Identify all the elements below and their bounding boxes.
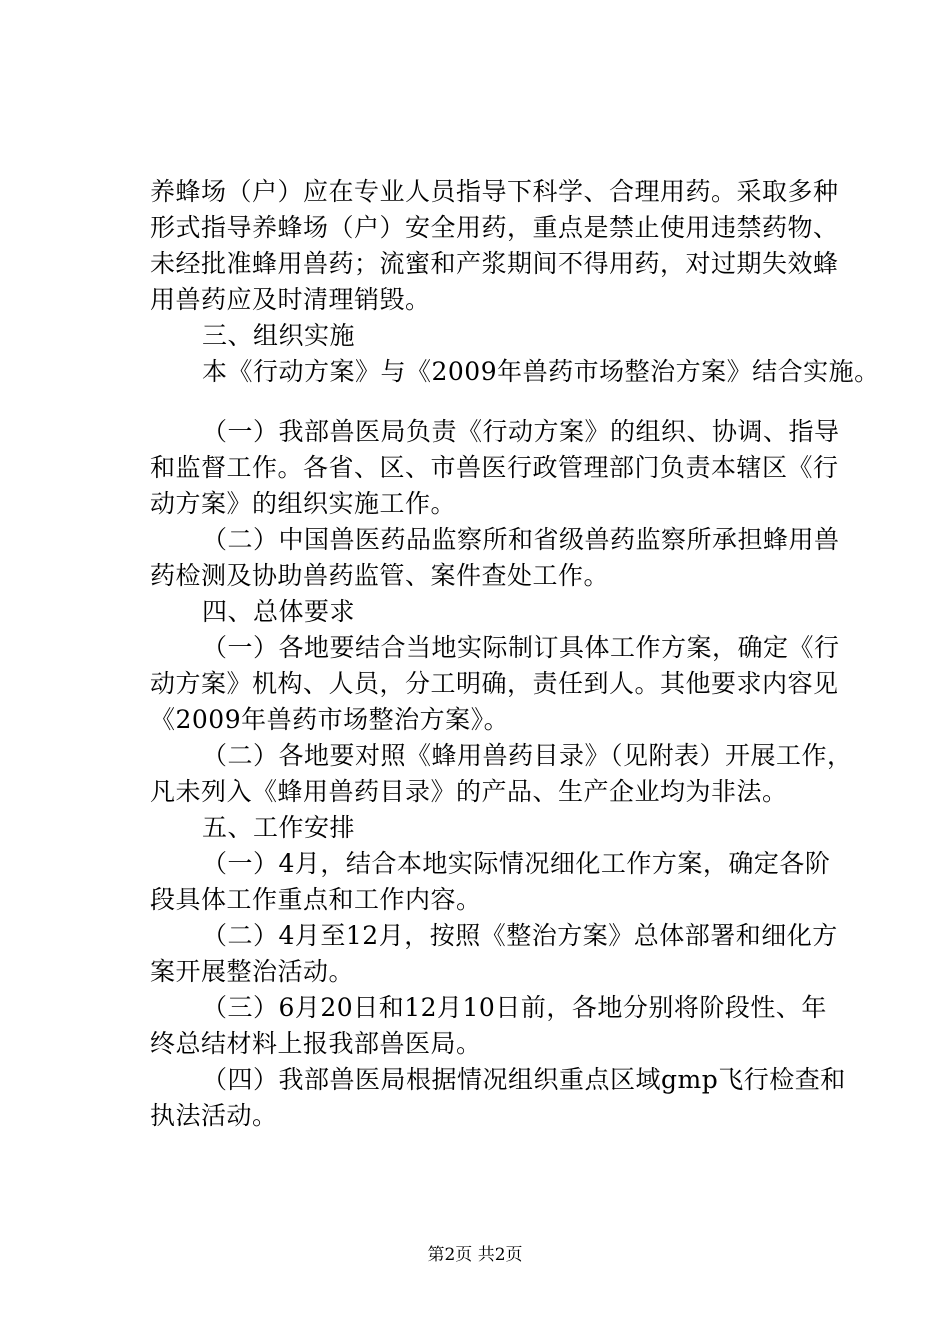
- paragraph-line: （四）我部兽医局根据情况组织重点区域gmp飞行检查和: [202, 1065, 846, 1094]
- paragraph-line: 终总结材料上报我部兽医局。: [150, 1029, 482, 1058]
- paragraph-line: 养蜂场（户）应在专业人员指导下科学、合理用药。采取多种: [150, 177, 839, 206]
- paragraph-line: （三）6月20日和12月10日前，各地分别将阶段性、年: [202, 993, 827, 1022]
- paragraph-line: 和监督工作。各省、区、市兽医行政管理部门负责本辖区《行: [150, 453, 839, 482]
- paragraph-line: 案开展整治活动。: [150, 957, 355, 986]
- paragraph-line: 凡未列入《蜂用兽药目录》的产品、生产企业均为非法。: [150, 777, 788, 806]
- paragraph-line: （一）4月，结合本地实际情况细化工作方案，确定各阶: [202, 849, 831, 878]
- paragraph-line: （二）中国兽医药品监察所和省级兽药监察所承担蜂用兽: [202, 525, 840, 554]
- paragraph-line: （二）各地要对照《蜂用兽药目录》（见附表）开展工作，: [202, 741, 853, 770]
- section-heading: 三、组织实施: [202, 321, 356, 350]
- paragraph-line: 药检测及协助兽药监管、案件查处工作。: [150, 561, 610, 590]
- paragraph-line: 《2009年兽药市场整治方案》。: [150, 705, 510, 734]
- paragraph-line: 形式指导养蜂场（户）安全用药，重点是禁止使用违禁药物、: [150, 213, 839, 242]
- paragraph-line: （一）我部兽医局负责《行动方案》的组织、协调、指导: [202, 417, 840, 446]
- section-heading: 五、工作安排: [202, 813, 356, 842]
- paragraph-line: （一）各地要结合当地实际制订具体工作方案，确定《行: [202, 633, 840, 662]
- paragraph-line: 执法活动。: [150, 1101, 278, 1130]
- section-heading: 四、总体要求: [202, 597, 356, 626]
- paragraph-line: （二）4月至12月，按照《整治方案》总体部署和细化方: [202, 921, 838, 950]
- paragraph-line: 用兽药应及时清理销毁。: [150, 285, 431, 314]
- paragraph-gap: [150, 390, 850, 414]
- document-body: [150, 174, 880, 1134]
- paragraph-line: 动方案》机构、人员，分工明确，责任到人。其他要求内容见: [150, 669, 839, 698]
- paragraph-line: 段具体工作重点和工作内容。: [150, 885, 482, 914]
- paragraph-line: 动方案》的组织实施工作。: [150, 489, 457, 518]
- paragraph-line: 本《行动方案》与《2009年兽药市场整治方案》结合实施。: [202, 357, 880, 386]
- page-number-footer: 第2页 共2页: [427, 1245, 523, 1265]
- paragraph-line: 未经批准蜂用兽药；流蜜和产浆期间不得用药，对过期失效蜂: [150, 249, 839, 278]
